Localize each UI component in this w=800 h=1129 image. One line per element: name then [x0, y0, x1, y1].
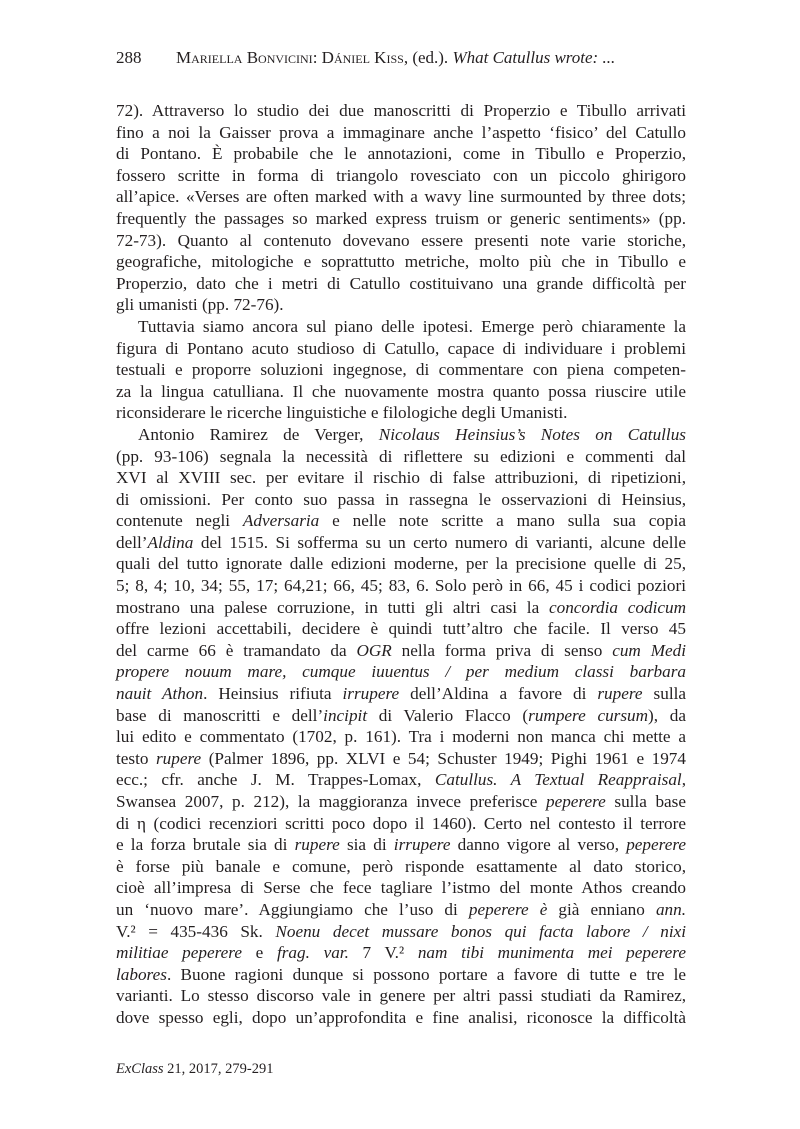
text-segment: già enniano — [547, 899, 656, 919]
italic-segment: concordia codicum — [548, 597, 686, 617]
italic-segment: Catullus. A Textual Reappraisal — [434, 770, 682, 790]
text-segment: base di manoscritti e dell’ — [116, 705, 324, 725]
text-line — [116, 424, 686, 446]
text-segment: di Pontano. È probabile che le annotazioni, come in Tibullo e Properzio, — [116, 144, 686, 164]
italic-segment: Aldina — [147, 532, 194, 552]
text-segment: un ‘nuovo mare’. Aggiungiamo che l’uso di — [116, 899, 469, 919]
text-segment: dove spesso egli, dopo un’approfondita e fine analisi, riconosce la difficoltà — [116, 1007, 686, 1027]
text-line — [116, 640, 686, 662]
text-segment: offre lezioni accettabili, decidere è quindi tutt’altro che facile. Il verso 45 — [116, 619, 686, 639]
text-segment: quali del tutto ignorate dalle edizioni moderne, per la precisione quelle di 25, — [116, 554, 686, 574]
text-line — [116, 208, 686, 230]
text-segment: varianti. Lo stesso discorso vale in genere per altri passi studiati da Ramirez, — [116, 986, 686, 1006]
header-separator: : — [312, 48, 322, 67]
italic-segment: propere nouum mare, cumque iuuentus / per medium classi barbara — [116, 662, 686, 682]
text-segment: di omissioni. Per conto suo passa in rassegna le osservazioni di Heinsius, — [116, 489, 686, 509]
text-segment: sulla base — [605, 792, 686, 811]
text-line — [116, 618, 686, 640]
text-segment: danno vigore al verso, — [450, 835, 627, 855]
italic-segment: rupere — [294, 835, 340, 855]
italic-segment: incipit — [323, 705, 368, 725]
book-title: What Catullus wrote: ... — [452, 48, 616, 67]
text-segment: di Valerio Flacco ( — [367, 705, 529, 725]
text-line — [116, 942, 686, 964]
text-line — [116, 575, 686, 597]
text-segment: del carme 66 è tramandato da — [116, 640, 357, 660]
text-segment: . Buone ragioni dunque si possono portare a favore di tutte e tre le — [166, 964, 686, 984]
text-segment: lui edito e commentato (1702, p. 161). Tra i moderni non manca chi mette a — [116, 727, 686, 747]
italic-segment: Nicolaus Heinsius’s Notes on Catullus — [378, 424, 686, 444]
text-segment: (Palmer 1896, pp. XLVI e 54; Schuster 1949; Pighi 1961 e 1974 — [201, 748, 686, 768]
italic-segment: labores — [116, 964, 167, 984]
body-text — [116, 100, 686, 1029]
journal-citation: 21, 2017, 279-291 — [163, 1061, 274, 1077]
text-segment: 7 V.² — [348, 943, 418, 963]
text-segment: mostrano una palese corruzione, in tutti gli altri casi la — [116, 597, 549, 617]
text-segment: dell’ — [116, 532, 148, 552]
reviewed-author: Dániel Kiss — [321, 48, 404, 67]
text-segment: testuali e proporre soluzioni ingegnose, di commentare con piena competen- — [116, 360, 686, 380]
text-segment: dell’Aldina a favore di — [399, 684, 598, 704]
text-segment: 72). Attraverso lo studio dei due manoscritti di Properzio e Tibullo arrivati — [116, 101, 686, 120]
text-segment: gli umanisti (pp. 72-76). — [116, 295, 284, 315]
text-line — [116, 359, 686, 381]
text-line — [116, 791, 686, 813]
text-line — [116, 446, 686, 468]
text-segment: geografiche, mitologiche e soprattutto metriche, molto più che in Tibullo e — [116, 252, 686, 272]
text-line — [116, 683, 686, 705]
text-line — [116, 705, 686, 727]
running-header — [116, 46, 696, 70]
text-segment: 72-73). Quanto al contenuto dovevano essere presenti note varie storiche, — [116, 230, 686, 250]
text-segment: e — [241, 943, 277, 963]
text-segment: XVI al XVIII sec. per evitare il rischio di false attribuzioni, di ripetizioni, — [116, 468, 686, 488]
text-line — [116, 467, 686, 489]
text-segment: . Heinsius rifiuta — [203, 684, 343, 704]
text-line — [116, 834, 686, 856]
text-line — [116, 748, 686, 770]
text-line — [116, 510, 686, 532]
italic-segment: militiae peperere — [116, 943, 242, 963]
text-segment: fossero scritte in forma di triangolo rovesciato con un piccolo ghirigoro — [116, 165, 686, 185]
text-line — [116, 338, 686, 360]
editor-note: , (ed.). — [403, 48, 453, 67]
text-line — [116, 402, 686, 424]
text-segment: riconsiderare le ricerche linguistiche e filologiche degli Umanisti. — [116, 403, 568, 423]
journal-footer — [116, 1059, 274, 1079]
italic-segment: nam tibi munimenta mei peperere — [417, 943, 686, 963]
text-line — [116, 251, 686, 273]
text-line — [116, 230, 686, 252]
italic-segment: OGR — [356, 640, 392, 660]
italic-segment: irrupere — [393, 835, 451, 855]
text-segment: 5; 8, 4; 10, 34; 55, 17; 64,21; 66, 45; 83, 6. Solo però in 66, 45 i codici poziori — [116, 576, 686, 596]
text-segment: frequently the passages so marked express truism or generic sentiments» (pp. — [116, 208, 686, 228]
text-segment: Swansea 2007, p. 212), la maggioranza invece preferisce — [116, 792, 546, 811]
text-segment: testo — [116, 748, 156, 768]
text-segment: è forse più banale e comune, però risponde esattamente al dato storico, — [116, 856, 686, 876]
text-segment: , — [681, 770, 687, 790]
review-author: Mariella Bonvicini — [176, 48, 313, 67]
text-segment: e la forza brutale sia di — [116, 835, 295, 855]
text-line — [116, 964, 686, 986]
italic-segment: cum Medi — [612, 640, 687, 660]
text-segment: all’apice. «Verses are often marked with a wavy line surmounted by three dots; — [116, 187, 686, 207]
text-line — [116, 186, 686, 208]
text-segment: di η (codici recenziori scritti poco dopo il 1460). Certo nel contesto il terrore — [116, 813, 686, 833]
italic-segment: peperere è — [468, 899, 548, 919]
text-line — [116, 769, 686, 791]
text-line — [116, 597, 686, 619]
italic-segment: Noenu decet mussare bonos qui facta labore / nixi — [275, 921, 687, 941]
text-segment: Properzio, dato che i metri di Catullo costituivano una grande difficoltà per — [116, 273, 686, 293]
text-segment: ecc.; cfr. anche J. M. Trappes-Lomax, — [116, 770, 435, 790]
text-line — [116, 726, 686, 748]
text-line — [116, 381, 686, 403]
italic-segment: peperere — [626, 835, 687, 855]
text-line — [116, 165, 686, 187]
text-line — [116, 813, 686, 835]
text-line — [116, 985, 686, 1007]
text-segment: V.² = 435-436 Sk. — [116, 921, 276, 941]
italic-segment: ann. — [655, 899, 687, 919]
text-line — [116, 877, 686, 899]
text-line — [116, 122, 686, 144]
italic-segment: rupere — [597, 684, 643, 704]
text-segment: e nelle note scritte a mano sulla sua copia — [319, 511, 686, 531]
text-segment: Antonio Ramirez de Verger, — [138, 424, 379, 444]
text-segment: (pp. 93-106) segnala la necessità di riflettere su edizioni e commenti dal — [116, 446, 686, 466]
text-line — [116, 100, 686, 122]
italic-segment: nauit Athon — [116, 684, 204, 704]
text-segment: sulla — [642, 684, 687, 704]
text-line — [116, 1007, 686, 1029]
page-number: 288 — [116, 48, 142, 67]
text-line — [116, 661, 686, 683]
italic-segment: rupere — [155, 748, 202, 768]
text-line — [116, 553, 686, 575]
text-line — [116, 489, 686, 511]
text-segment: sia di — [339, 835, 394, 855]
text-segment: cioè all’impresa di Serse che fece tagliare l’istmo del monte Athos creando — [116, 878, 686, 898]
text-segment: contenute negli — [116, 511, 243, 531]
italic-segment: frag. var. — [276, 943, 349, 963]
text-line — [116, 294, 686, 316]
journal-name: ExClass — [116, 1061, 164, 1077]
text-line — [116, 899, 686, 921]
text-line — [116, 143, 686, 165]
italic-segment: irrupere — [342, 684, 400, 704]
text-segment: ), da — [648, 705, 686, 725]
text-segment: nella forma priva di senso — [391, 640, 613, 660]
text-segment: figura di Pontano acuto studioso di Catullo, capace di individuare i problemi — [116, 338, 686, 358]
text-segment: fino a noi la Gaisser prova a immaginare anche l’aspetto ‘fisico’ del Catullo — [116, 122, 686, 142]
text-segment: del 1515. Si sofferma su un certo numero di varianti, alcune delle — [193, 532, 686, 552]
italic-segment: peperere — [545, 792, 606, 811]
text-line — [116, 856, 686, 878]
italic-segment: Adversaria — [242, 511, 320, 531]
text-line — [116, 316, 686, 338]
text-segment: Tuttavia siamo ancora sul piano delle ipotesi. Emerge però chiaramente la — [138, 316, 686, 336]
text-line — [116, 273, 686, 295]
text-line — [116, 532, 686, 554]
text-line — [116, 921, 686, 943]
italic-segment: rumpere cursum — [528, 705, 649, 725]
text-segment: za la lingua catulliana. Il che nuovamente mostra quanto possa riuscire utile — [116, 381, 686, 401]
